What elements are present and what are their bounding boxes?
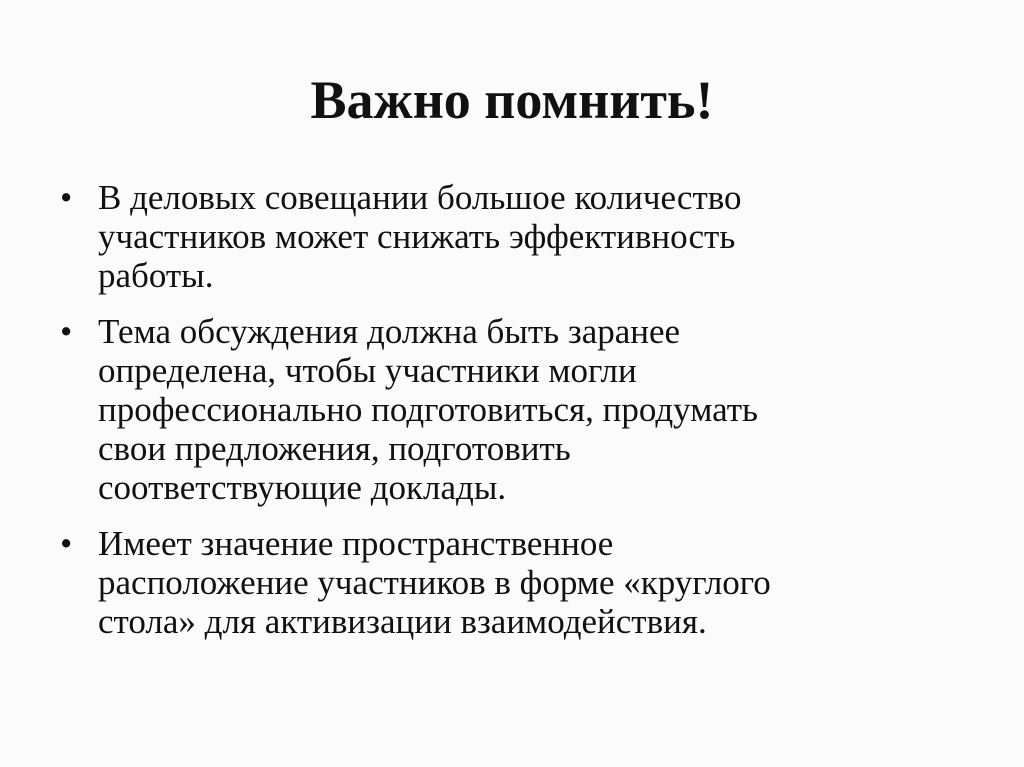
bullet-item: [58, 312, 958, 507]
bullet-item: [58, 524, 958, 641]
slide-title: Важно помнить!: [310, 70, 714, 130]
bullet-marker: •: [60, 524, 73, 563]
bullet-text: В деловых совещании большое количество участников может снижать эффективность работы.: [98, 178, 742, 295]
bullet-list: [58, 178, 958, 658]
bullet-item: [58, 178, 958, 295]
bullet-text: Имеет значение пространственное расположение участников в форме «круглого стола» для активизации взаимодействия.: [98, 524, 771, 641]
bullet-marker: •: [60, 178, 73, 217]
bullet-text: Тема обсуждения должна быть заранее определена, чтобы участники могли профессионально подготовиться, продумать свои предложения, подготовить соответствующие доклады.: [98, 312, 758, 507]
bullet-marker: •: [60, 312, 73, 351]
